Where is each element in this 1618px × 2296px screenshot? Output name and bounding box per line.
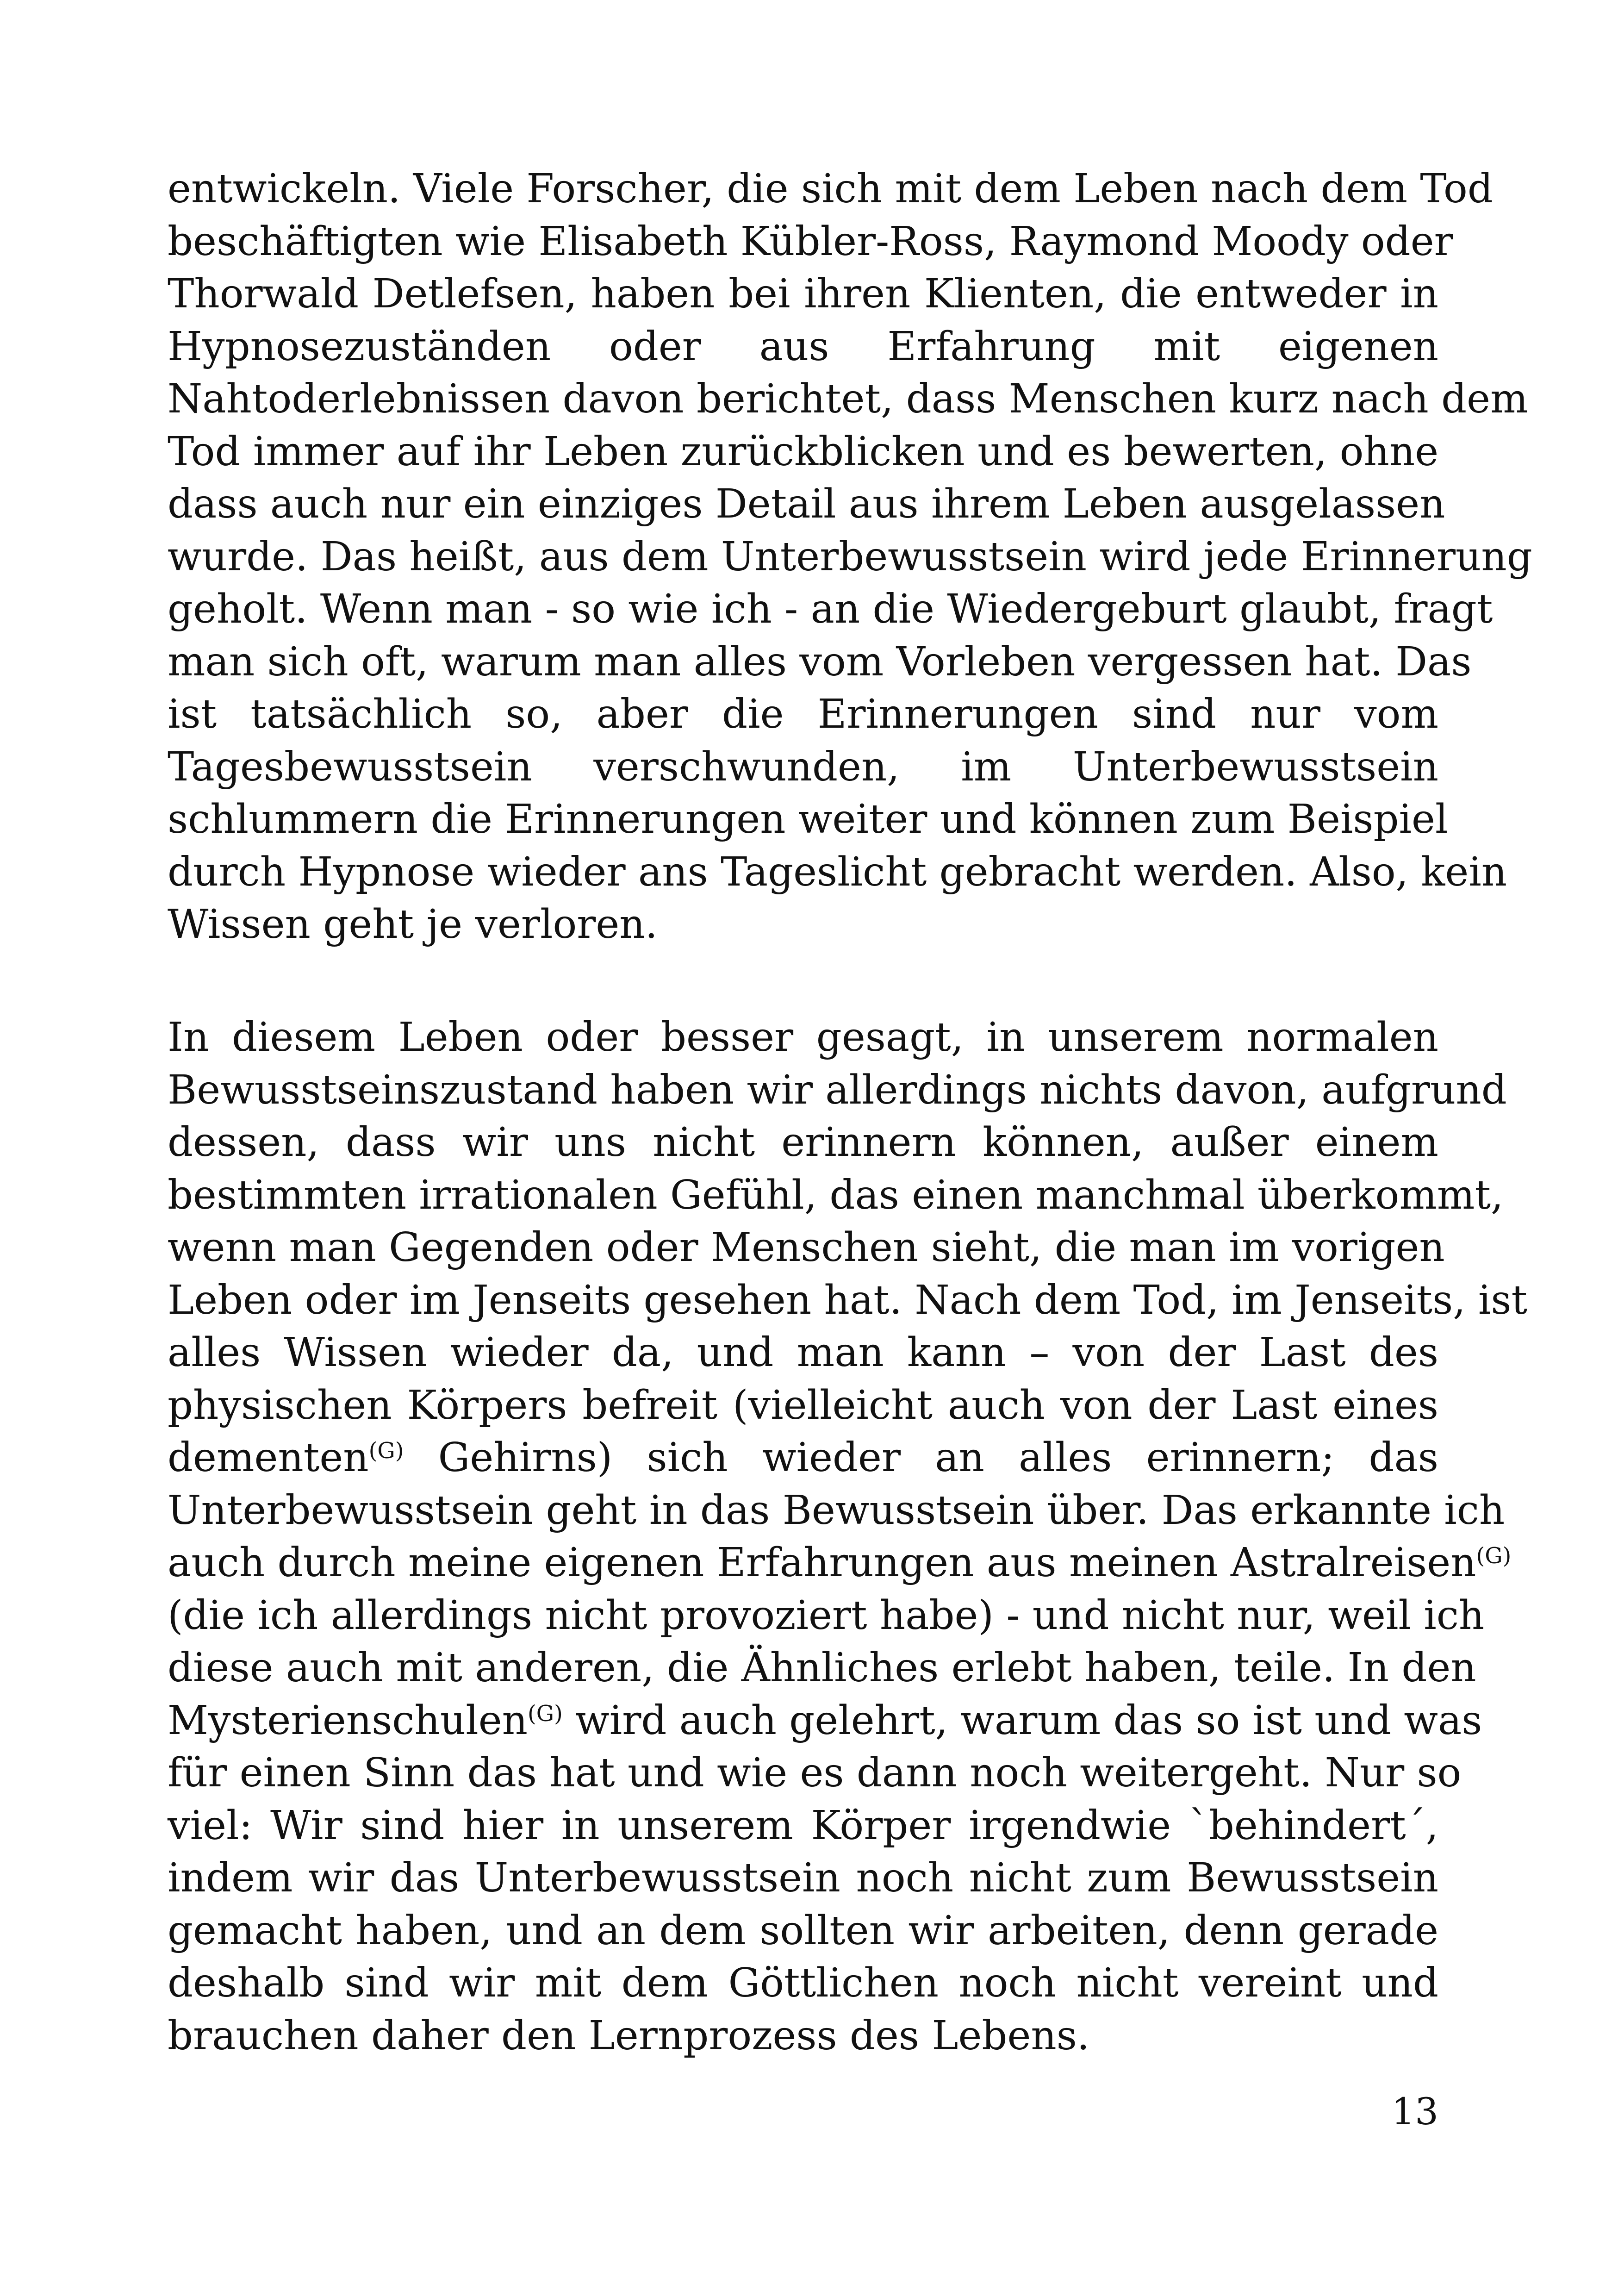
text-segment: Gehirns) sich wieder an alles erinnern; das xyxy=(404,1435,1438,1481)
glossary-marker: (G) xyxy=(528,1700,563,1727)
paragraph-1 xyxy=(168,163,1532,951)
text-line: physischen Körpers befreit (vielleicht auch von der Last eines xyxy=(168,1382,1438,1429)
text-segment: wird auch gelehrt, warum das so ist und was xyxy=(562,1697,1482,1744)
text-line: dessen, dass wir uns nicht erinnern können, außer einem xyxy=(168,1119,1438,1166)
text-line: In diesem Leben oder besser gesagt, in unserem normalen xyxy=(168,1014,1438,1061)
text-line: Thorwald Detlefsen, haben bei ihren Klienten, die entweder in xyxy=(168,271,1438,317)
text-line: indem wir das Unterbewusstsein noch nicht zum Bewusstsein xyxy=(168,1855,1438,1901)
glossary-marker: (G) xyxy=(368,1438,404,1464)
text-segment: Mysterienschulen xyxy=(168,1697,528,1744)
text-line: gemacht haben, und an dem sollten wir arbeiten, denn gerade xyxy=(168,1907,1438,1954)
text-segment: auch durch meine eigenen Erfahrungen aus meinen Astralreisen xyxy=(168,1540,1476,1586)
text-segment: dementen xyxy=(168,1435,369,1481)
text-line: Nahtoderlebnissen davon berichtet, dass Menschen kurz nach dem xyxy=(168,376,1528,422)
text-line: Leben oder im Jenseits gesehen hat. Nach dem Tod, im Jenseits, ist xyxy=(168,1277,1528,1323)
text-line: Tagesbewusstsein verschwunden, im Unterbewusstsein xyxy=(168,743,1438,790)
text-line: Unterbewusstsein geht in das Bewusstsein über. Das erkannte ich xyxy=(168,1487,1505,1534)
glossary-marker: (G) xyxy=(1476,1543,1512,1569)
text-line: wenn man Gegenden oder Menschen sieht, die man im vorigen xyxy=(168,1224,1445,1271)
text-line: dass auch nur ein einziges Detail aus ihrem Leben ausgelassen xyxy=(168,481,1445,527)
text-line: für einen Sinn das hat und wie es dann noch weitergeht. Nur so xyxy=(168,1750,1462,1796)
text-line: (die ich allerdings nicht provoziert habe) - und nicht nur, weil ich xyxy=(168,1592,1485,1639)
text-line: Bewusstseinszustand haben wir allerdings nichts davon, aufgrund xyxy=(168,1067,1507,1113)
page-number: 13 xyxy=(1391,2090,1438,2133)
text-line: deshalb sind wir mit dem Göttlichen noch nicht vereint und xyxy=(168,1960,1438,2006)
text-line: bestimmten irrationalen Gefühl, das einen manchmal überkommt, xyxy=(168,1172,1504,1218)
text-line: entwickeln. Viele Forscher, die sich mit dem Leben nach dem Tod xyxy=(168,166,1493,212)
text-line: Wissen geht je verloren. xyxy=(168,901,658,948)
text-line: schlummern die Erinnerungen weiter und können zum Beispiel xyxy=(168,796,1448,842)
text-line: diese auch mit anderen, die Ähnliches erlebt haben, teile. In den xyxy=(168,1645,1476,1691)
text-line-with-glossary xyxy=(168,1537,1512,1590)
text-line: viel: Wir sind hier in unserem Körper irgendwie `behindert´, xyxy=(168,1802,1438,1849)
text-line: ist tatsächlich so, aber die Erinnerungen sind nur vom xyxy=(168,691,1438,737)
text-line: durch Hypnose wieder ans Tageslicht gebracht werden. Also, kein xyxy=(168,849,1507,895)
paragraph-2 xyxy=(168,1011,1528,2062)
text-line-with-glossary xyxy=(168,1432,1438,1485)
text-line: man sich oft, warum man alles vom Vorleben vergessen hat. Das xyxy=(168,638,1472,685)
text-line: alles Wissen wieder da, und man kann – von der Last des xyxy=(168,1329,1438,1376)
text-line: wurde. Das heißt, aus dem Unterbewusstsein wird jede Erinnerung xyxy=(168,533,1532,580)
text-line: brauchen daher den Lernprozess des Lebens. xyxy=(168,2012,1090,2059)
text-line-with-glossary xyxy=(168,1695,1482,1747)
text-line: Hypnosezuständen oder aus Erfahrung mit eigenen xyxy=(168,323,1438,370)
text-line: geholt. Wenn man - so wie ich - an die Wiedergeburt glaubt, fragt xyxy=(168,586,1493,632)
text-line: beschäftigten wie Elisabeth Kübler-Ross, Raymond Moody oder xyxy=(168,218,1453,265)
text-line: Tod immer auf ihr Leben zurückblicken und es bewerten, ohne xyxy=(168,428,1439,475)
